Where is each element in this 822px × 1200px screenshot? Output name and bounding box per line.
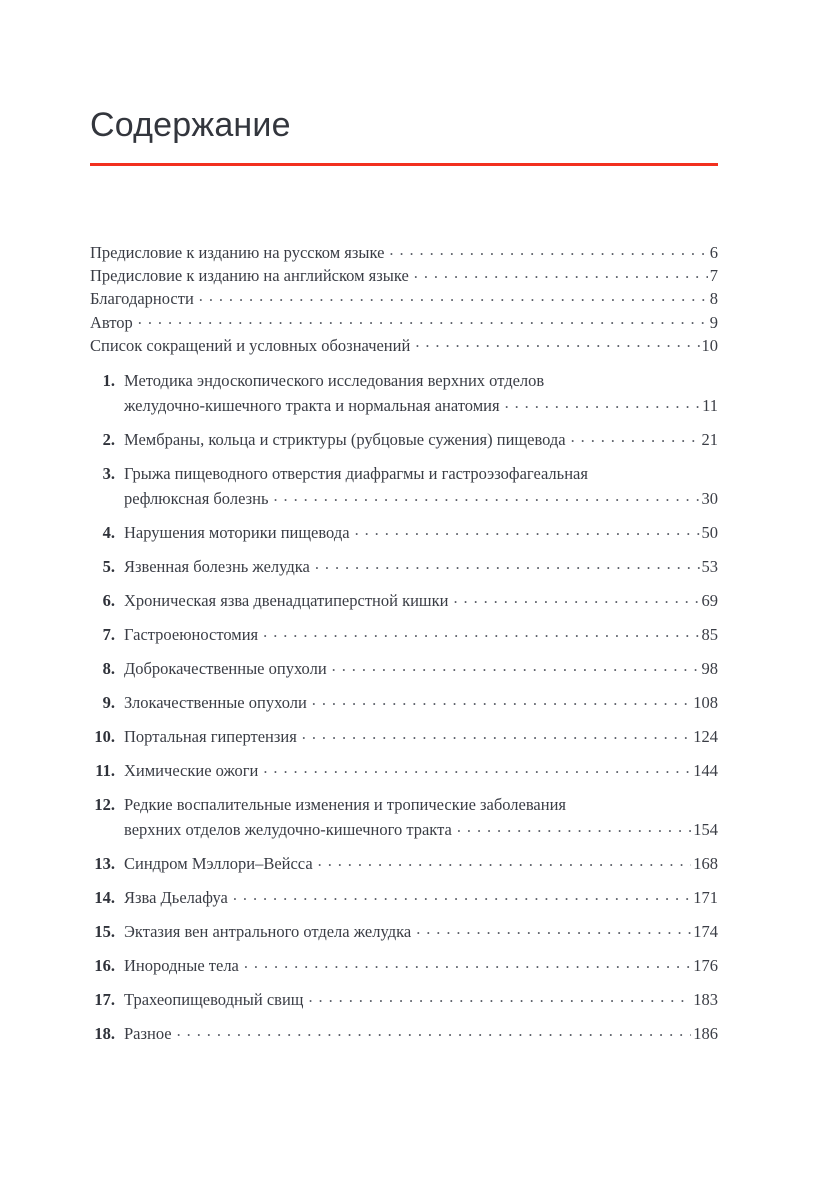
chapter-page-number: 53 (701, 557, 718, 577)
dot-leader (571, 429, 700, 446)
chapter-title-line: Методика эндоскопического исследования верхних отделов (124, 371, 545, 391)
entry-line (124, 554, 718, 579)
chapter-number: 15. (94, 922, 115, 942)
dot-leader (199, 288, 708, 305)
entry-body (124, 792, 718, 842)
chapter-title-line: Синдром Мэллори–Вейсса (124, 854, 313, 874)
chapter-title-line: Язвенная болезнь желудка (124, 557, 310, 577)
chapter-title-line: желудочно-кишечного тракта и нормальная анатомия (124, 396, 500, 416)
chapter-entry[interactable] (90, 690, 718, 715)
chapter-title-line: Язва Дьелафуа (124, 888, 228, 908)
chapter-number: 3. (102, 464, 115, 484)
entry-line (124, 817, 718, 842)
front-matter-page-number: 10 (701, 335, 718, 355)
dot-leader (302, 726, 691, 743)
chapter-title-line: верхних отделов желудочно-кишечного тракта (124, 820, 452, 840)
entry-line (124, 588, 718, 613)
front-matter-entry[interactable] (90, 287, 718, 310)
chapter-entry[interactable] (90, 885, 718, 910)
chapter-page-number: 171 (693, 888, 718, 908)
dot-leader (309, 989, 692, 1006)
entry-body (124, 588, 718, 613)
entry-line (90, 311, 718, 334)
chapter-number: 17. (94, 990, 115, 1010)
entry-line (90, 334, 718, 357)
entry-line (124, 622, 718, 647)
entry-line (124, 724, 718, 749)
chapter-number: 12. (94, 795, 115, 815)
chapter-number: 10. (94, 727, 115, 747)
chapter-entry[interactable] (90, 1021, 718, 1046)
chapter-page-number: 174 (693, 922, 718, 942)
chapter-title-line: рефлюксная болезнь (124, 489, 269, 509)
chapter-entry[interactable] (90, 851, 718, 876)
chapter-title-line: Доброкачественные опухоли (124, 659, 327, 679)
entry-body (90, 241, 718, 264)
entry-line (124, 427, 718, 452)
dot-leader (457, 819, 691, 836)
dot-leader (312, 692, 691, 709)
dot-leader (177, 1023, 692, 1040)
chapter-title-line: Злокачественные опухоли (124, 693, 307, 713)
chapter-entry[interactable] (90, 758, 718, 783)
entry-line (124, 656, 718, 681)
entry-line (124, 885, 718, 910)
entry-body (124, 758, 718, 783)
chapter-entry[interactable] (90, 656, 718, 681)
chapter-title-line: Редкие воспалительные изменения и тропические заболевания (124, 795, 566, 815)
chapter-title-line: Хроническая язва двенадцатиперстной кишки (124, 591, 449, 611)
chapter-number: 14. (94, 888, 115, 908)
chapter-page-number: 98 (701, 659, 718, 679)
front-matter-title: Автор (90, 312, 133, 332)
chapter-page-number: 50 (701, 523, 718, 543)
chapter-page-number: 85 (701, 625, 718, 645)
chapter-title-line: Гастроеюностомия (124, 625, 259, 645)
dot-leader (263, 624, 699, 641)
chapter-page-number: 69 (701, 591, 718, 611)
entry-body (124, 885, 718, 910)
chapter-title-line: Трахеопищеводный свищ (124, 990, 304, 1010)
dot-leader (414, 265, 708, 282)
dot-leader (332, 658, 700, 675)
chapter-number: 18. (94, 1024, 115, 1044)
dot-leader (244, 955, 691, 972)
chapter-title-line: Портальная гипертензия (124, 727, 297, 747)
entry-line (90, 241, 718, 264)
table-of-contents (90, 241, 718, 1046)
chapter-entry[interactable] (90, 724, 718, 749)
entry-body (90, 264, 718, 287)
chapter-title-line: Грыжа пищеводного отверстия диафрагмы и гастроэзофагеальная (124, 464, 588, 484)
dot-leader (315, 556, 700, 573)
entry-line (124, 486, 718, 511)
chapter-page-number: 21 (701, 430, 718, 450)
entry-body (124, 953, 718, 978)
dot-leader (318, 853, 692, 870)
dot-leader (389, 242, 707, 259)
entry-body (124, 919, 718, 944)
chapter-title-line: Химические ожоги (124, 761, 259, 781)
dot-leader (453, 590, 699, 607)
chapter-entry[interactable] (90, 953, 718, 978)
chapter-page-number: 176 (693, 956, 718, 976)
chapter-number: 5. (102, 557, 115, 577)
dot-leader (138, 311, 708, 328)
entry-body (124, 724, 718, 749)
dot-leader (273, 488, 699, 505)
front-matter-title: Список сокращений и условных обозначений (90, 335, 411, 355)
chapter-number: 7. (102, 625, 115, 645)
entry-body (90, 334, 718, 357)
title-block (90, 104, 718, 166)
chapter-page-number: 108 (693, 693, 718, 713)
chapter-number: 11. (95, 761, 115, 781)
chapter-page-number: 144 (693, 761, 718, 781)
front-matter-title: Предисловие к изданию на русском языке (90, 243, 385, 262)
chapter-number: 4. (102, 523, 115, 543)
dot-leader (415, 334, 699, 351)
chapter-entry[interactable] (90, 987, 718, 1012)
entry-line (124, 851, 718, 876)
entry-line (124, 393, 718, 418)
dot-leader (505, 395, 701, 412)
entry-line (124, 758, 718, 783)
entry-line (124, 987, 718, 1012)
chapter-number: 2. (102, 430, 115, 450)
front-matter-entry[interactable] (90, 264, 718, 287)
front-matter-entry[interactable] (90, 334, 718, 357)
front-matter-page-number: 7 (709, 266, 718, 286)
chapter-page-number: 186 (693, 1024, 718, 1044)
entry-body (90, 287, 718, 310)
chapter-entry[interactable] (90, 622, 718, 647)
entry-line (124, 953, 718, 978)
front-matter-entry[interactable] (90, 241, 718, 264)
entry-body (124, 520, 718, 545)
entry-line (124, 919, 718, 944)
chapter-number: 9. (102, 693, 115, 713)
chapter-page-number: 30 (701, 489, 718, 509)
chapter-entry[interactable] (90, 792, 718, 842)
front-matter-page-number: 8 (709, 289, 718, 309)
chapter-entry[interactable] (90, 919, 718, 944)
page-title: Содержание (90, 106, 291, 144)
dot-leader (263, 760, 691, 777)
chapter-entry[interactable] (90, 427, 718, 452)
entry-line (124, 690, 718, 715)
chapter-page-number: 168 (693, 854, 718, 874)
front-matter-list (90, 241, 718, 357)
chapter-page-number: 154 (693, 820, 718, 840)
chapter-entry[interactable] (90, 461, 718, 511)
dot-leader (416, 921, 691, 938)
entry-body (124, 622, 718, 647)
entry-line (124, 520, 718, 545)
chapter-number: 1. (102, 371, 115, 391)
chapter-entry[interactable] (90, 554, 718, 579)
entry-body (124, 656, 718, 681)
chapter-title-line: Разное (124, 1024, 172, 1044)
entry-line (90, 287, 718, 310)
chapter-title-line: Нарушения моторики пищевода (124, 523, 350, 543)
title-divider-rule (90, 163, 718, 166)
entry-body (124, 368, 718, 418)
entry-line (124, 1021, 718, 1046)
dot-leader (355, 522, 700, 539)
chapter-number: 8. (102, 659, 115, 679)
entry-body (90, 311, 718, 334)
chapter-number: 13. (94, 854, 115, 874)
chapter-entry[interactable] (90, 520, 718, 545)
front-matter-title: Благодарности (90, 289, 194, 309)
front-matter-page-number: 6 (709, 243, 718, 262)
front-matter-entry[interactable] (90, 311, 718, 334)
front-matter-title: Предисловие к изданию на английском языке (90, 266, 409, 286)
entry-body (124, 987, 718, 1012)
chapter-page-number: 183 (693, 990, 718, 1010)
entry-body (124, 461, 718, 511)
chapter-page-number: 11 (702, 396, 718, 416)
chapter-title-line: Мембраны, кольца и стриктуры (рубцовые сужения) пищевода (124, 430, 566, 450)
front-matter-page-number: 9 (709, 312, 718, 332)
chapter-number: 6. (102, 591, 115, 611)
chapter-title-line: Инородные тела (124, 956, 239, 976)
entry-body (124, 690, 718, 715)
dot-leader (233, 887, 691, 904)
chapter-entry[interactable] (90, 588, 718, 613)
chapter-entry[interactable] (90, 368, 718, 418)
entry-body (124, 1021, 718, 1046)
chapter-number: 16. (94, 956, 115, 976)
entry-body (124, 427, 718, 452)
entry-body (124, 554, 718, 579)
entry-body (124, 851, 718, 876)
chapter-title-line: Эктазия вен антрального отдела желудка (124, 922, 412, 942)
chapter-page-number: 124 (693, 727, 718, 747)
entry-line (90, 264, 718, 287)
chapter-list (90, 368, 718, 1046)
